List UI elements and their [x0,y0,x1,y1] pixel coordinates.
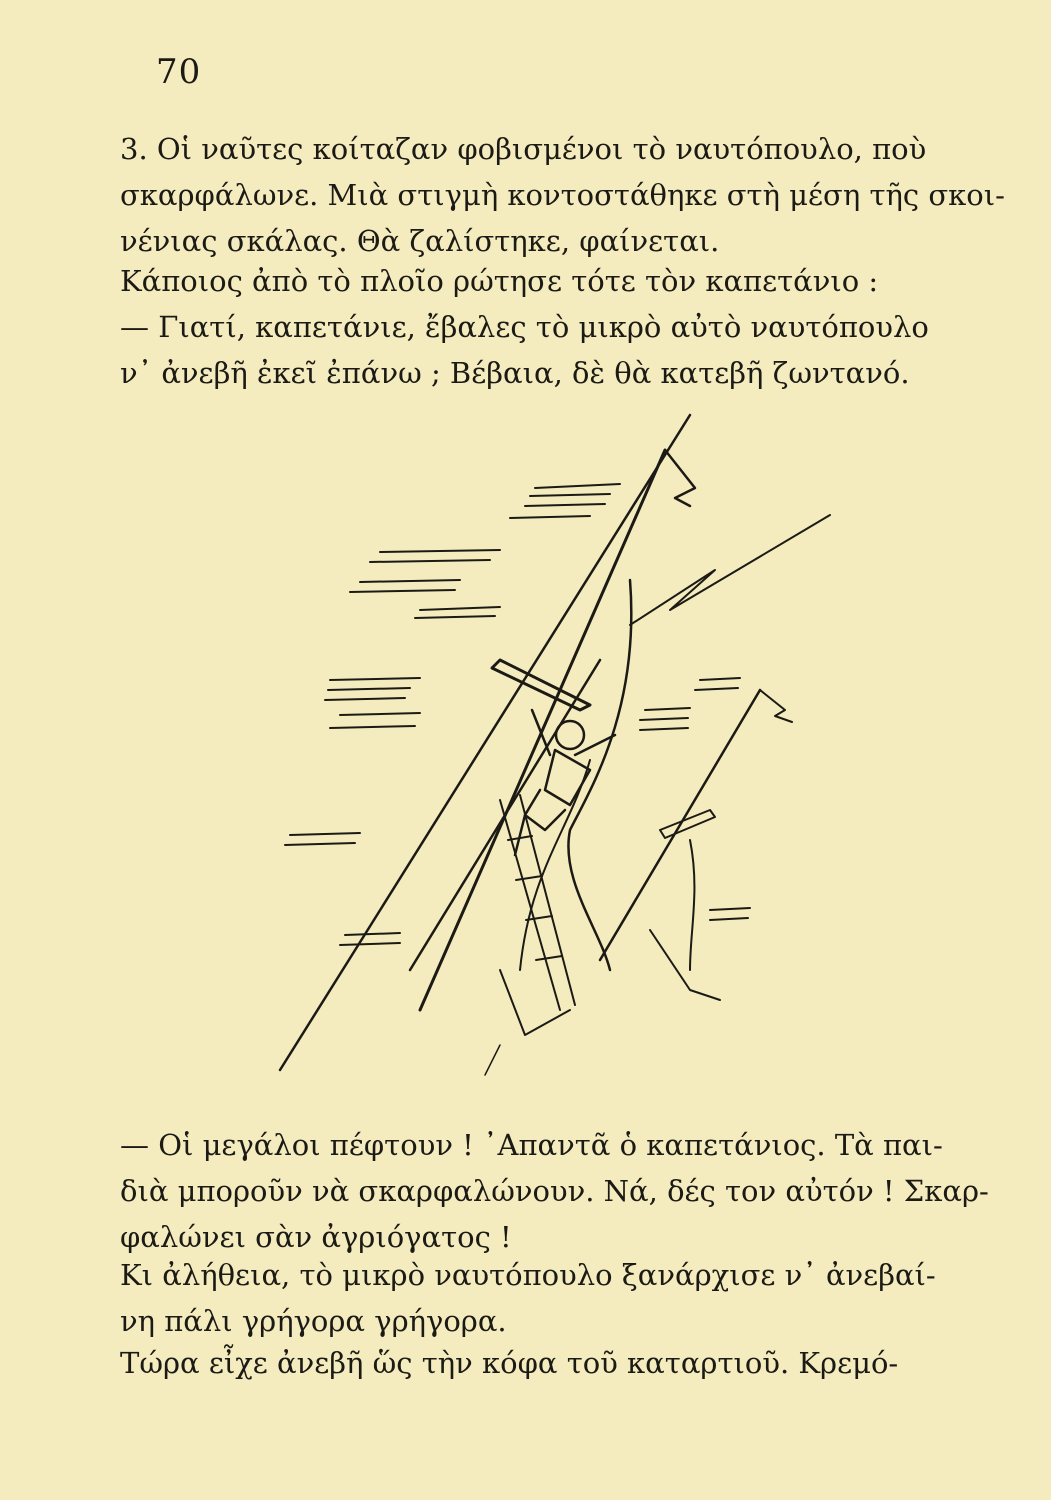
text-line: ν᾽ ἀνεβῆ ἐκεῖ ἐπάνω ; Βέβαια, δὲ θὰ κατεβῆ ζωντανό. [120,356,910,390]
ship-mast-climber-illustration [270,410,870,1090]
text-line: σκαρφάλωνε. Μιὰ στιγμὴ κοντοστάθηκε στὴ μέση τῆς σκοι- [120,178,1005,212]
text-line: — Γιατί, καπετάνιε, ἔβαλες τὸ μικρὸ αὐτὸ ναυτόπουλο [120,310,929,344]
paragraph-reached-top [120,1340,990,1386]
text-line: 3. Οἱ ναῦτες κοίταζαν φοβισμένοι τὸ ναυτόπουλο, ποὺ [120,132,927,166]
text-line: διὰ μποροῦν νὰ σκαρφαλώνουν. Νά, δές τον αὐτόν ! Σκαρ- [120,1174,989,1208]
page-number: 70 [156,52,202,92]
paragraph-sailors [120,126,1005,264]
paragraph-question [120,258,990,396]
text-line: φαλώνει σὰν ἀγριόγατος ! [120,1220,512,1254]
text-line: Κι ἀλήθεια, τὸ μικρὸ ναυτόπουλο ξανάρχισε ν᾽ ἀνεβαί- [120,1258,936,1292]
text-line: νη πάλι γρήγορα γρήγορα. [120,1304,507,1338]
text-line: — Οἱ μεγάλοι πέφτουν ! ᾿Απαντᾶ ὁ καπετάνιος. Τὰ παι- [120,1128,943,1162]
paragraph-captain-answer [120,1122,990,1260]
text-line: Τώρα εἶχε ἀνεβῆ ὥς τὴν κόφα τοῦ καταρτιοῦ. Κρεμό- [120,1346,899,1380]
text-line: Κάποιος ἀπὸ τὸ πλοῖο ρώτησε τότε τὸν καπετάνιο : [120,264,879,298]
paragraph-climbing-again [120,1252,990,1344]
text-line: νένιας σκάλας. Θὰ ζαλίστηκε, φαίνεται. [120,224,720,258]
